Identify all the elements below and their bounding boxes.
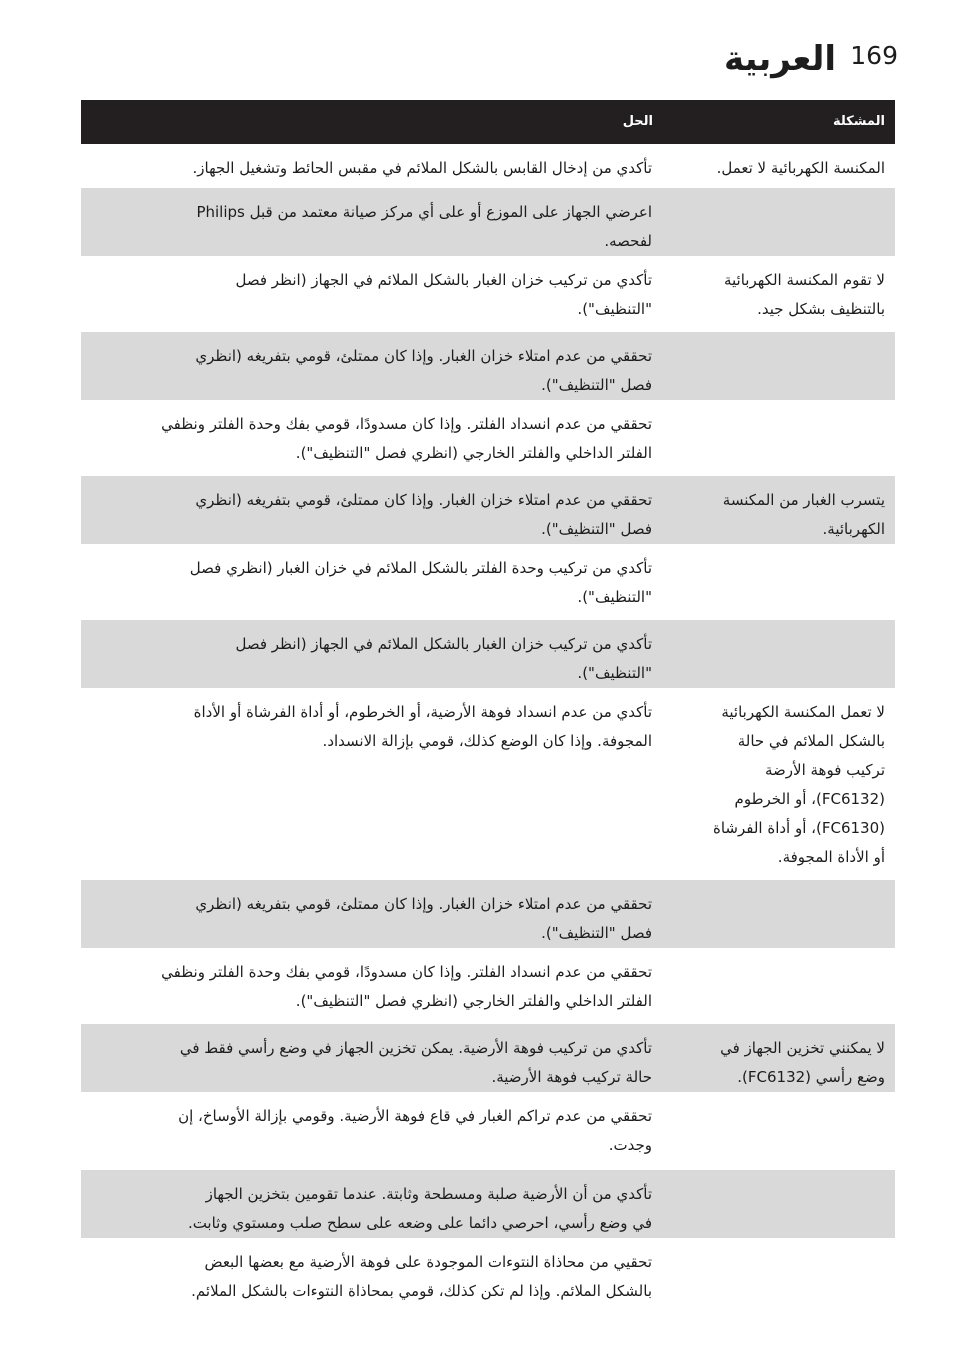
page-header: [700, 34, 898, 84]
table-row: [81, 1024, 895, 1092]
table-row: [81, 400, 895, 476]
problem-cell: المكنسة الكهربائية لا تعمل.: [716, 159, 885, 177]
problem-column-header: المشكلة: [832, 114, 885, 129]
table-row: [81, 188, 895, 256]
solution-cell: تحققي من عدم انسداد الفلتر. وإذا كان مسدودًا، قومي بفك وحدة الفلتر ونظفي الفلتر الداخلي والفلتر الخارجي (انظري فصل "التنظيف").: [161, 963, 652, 1010]
table-row: [81, 144, 895, 188]
solution-column-header: الحل: [622, 114, 653, 129]
table-row: [81, 688, 895, 880]
solution-cell: تحققي من عدم تراكم الغبار في قاع فوهة الأرضية. وقومي بإزالة الأوساخ، إن وجدت.: [178, 1107, 652, 1154]
table-header: [81, 100, 895, 144]
page-title: العربية: [723, 39, 836, 79]
table-row: [81, 1092, 895, 1170]
solution-cell: تأكدي من تركيب خزان الغبار بالشكل الملائم في الجهاز (انظر فصل "التنظيف").: [235, 635, 652, 682]
page-number: 169: [850, 41, 898, 70]
table-row: [81, 256, 895, 332]
solution-cell: تأكدي من تركيب خزان الغبار بالشكل الملائم في الجهاز (انظر فصل "التنظيف").: [235, 271, 652, 318]
solution-cell: تحققي من عدم انسداد الفلتر. وإذا كان مسدودًا، قومي بفك وحدة الفلتر ونظفي الفلتر الداخلي والفلتر الخارجي (انظري فصل "التنظيف").: [161, 415, 652, 462]
table-row: [81, 544, 895, 620]
solution-cell: اعرضي الجهاز على الموزع أو على أي مركز صيانة معتمد من قبل Philips لفحصه.: [196, 203, 652, 250]
solution-cell: تحققي من عدم امتلاء خزان الغبار. وإذا كان ممتلئ، قومي بتفريغه (انظري فصل "التنظيف").: [195, 895, 652, 942]
solution-cell: تأكدي من عدم انسداد فوهة الأرضية، أو الخرطوم، أو أداة الفرشاة أو الأداة المجوفة. وإذا كان الوضع كذلك، قومي بإزالة الانسداد.: [193, 703, 652, 750]
table-row: [81, 880, 895, 948]
solution-cell: تحققي من عدم امتلاء خزان الغبار. وإذا كان ممتلئ، قومي بتفريغه (انظري فصل "التنظيف").: [195, 491, 652, 538]
table-row: [81, 948, 895, 1024]
problem-cell: يتسرب الغبار من المكنسة الكهربائية.: [722, 491, 885, 538]
solution-cell: تأكدي من أن الأرضية صلبة ومسطحة وثابتة. عندما تقومين بتخزين الجهاز في وضع رأسي، احرصي دائما على وضعه على سطح صلب ومستوي وثابت.: [187, 1185, 652, 1232]
solution-cell: تأكدي من تركيب فوهة الأرضية. يمكن تخزين الجهاز في وضع رأسي فقط في حالة تركيب فوهة الأرضية.: [179, 1039, 652, 1086]
solution-cell: تحققي من عدم امتلاء خزان الغبار. وإذا كان ممتلئ، قومي بتفريغه (انظري فصل "التنظيف").: [195, 347, 652, 394]
solution-cell: تأكدي من إدخال القابس بالشكل الملائم في مقبس الحائط وتشغيل الجهاز.: [192, 159, 652, 177]
table-row: [81, 476, 895, 544]
solution-cell: تحقيي من محاذاة النتوءات الموجودة على فوهة الأرضية مع بعضها البعض بالشكل الملائم. وإذا لم تكن كذلك، قومي بمحاذاة النتوءات بالشكل الملائم.: [191, 1253, 652, 1300]
table-row: [81, 620, 895, 688]
table-row: [81, 1170, 895, 1238]
troubleshooting-table: [81, 100, 895, 1310]
problem-cell: لا تقوم المكنسة الكهربائية بالتنظيف بشكل جيد.: [723, 271, 885, 318]
problem-cell: لا تعمل المكنسة الكهربائية بالشكل الملائم في حالة تركيب فوهة الأرضة (FC6132)، أو الخرطوم (FC6130)، أو أداة الفرشاة أو الأداة المجوفة.: [712, 703, 885, 866]
solution-cell: تأكدي من تركيب وحدة الفلتر بالشكل الملائم في خزان الغبار (انظري فصل "التنظيف").: [189, 559, 652, 606]
table-row: [81, 332, 895, 400]
table-row: [81, 1238, 895, 1310]
problem-cell: لا يمكنني تخزين الجهاز في وضع رأسي (FC6132).: [720, 1039, 885, 1086]
table-body: [81, 144, 895, 1310]
